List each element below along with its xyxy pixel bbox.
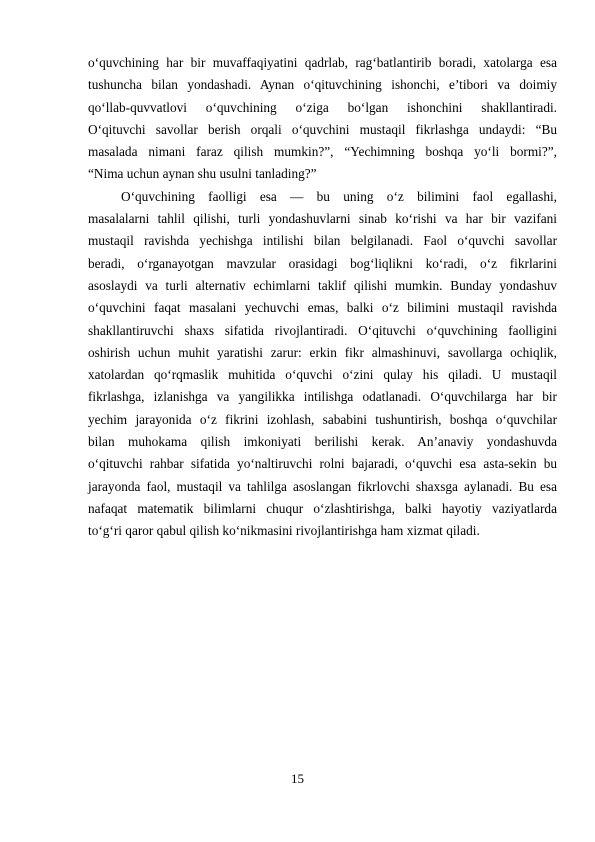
text-line: beradi, o‘rganayotgan mavzular orasidagi bog‘liqlikni ko‘radi, o‘z fikrlarini: [88, 255, 557, 271]
text-line: mustaqil ravishda yechishga intilishi bilan belgilanadi. Faol o‘quvchi savollar: [88, 233, 557, 249]
text-line: nafaqat matematik bilimlarni chuqur o‘zlashtirishga, balki hayotiy vaziyatlarda: [88, 500, 557, 516]
paragraph: [88, 52, 557, 186]
text-line: O‘qituvchi savollar berish orqali o‘quvchini mustaqil fikrlashga undaydi: “Bu: [88, 121, 557, 137]
text-line: jarayonda faol, mustaqil va tahlilga asoslangan fikrlovchi shaxsga aylanadi. Bu esa: [88, 478, 557, 494]
text-line: tushuncha bilan yondashadi. Aynan o‘qituvchining ishonchi, e’tibori va doimiy: [88, 77, 557, 93]
text-line: to‘g‘ri qaror qabul qilish ko‘nikmasini rivojlantirishga ham xizmat qiladi.: [88, 523, 480, 539]
page-number: 15: [291, 771, 304, 786]
text-line: oshirish uchun muhit yaratishi zarur: erkin fikr almashinuvi, savollarga ochiqlik,: [88, 344, 557, 360]
text-line: o‘qituvchi rahbar sifatida yo‘naltiruvchi rolni bajaradi, o‘quvchi esa asta-sekin bu: [88, 456, 557, 472]
text-line: o‘quvchining har bir muvaffaqiyatini qadrlab, rag‘batlantirib boradi, xatolarga esa: [88, 55, 557, 70]
text-line: shakllantiruvchi shaxs sifatida rivojlantiradi. O‘qituvchi o‘quvchining faolligini: [88, 322, 557, 338]
text-line: qo‘llab-quvvatlovi o‘quvchining o‘ziga bo‘lgan ishonchini shakllantiradi.: [88, 99, 557, 115]
body-text: [88, 52, 557, 543]
text-line: masalada nimani faraz qilish mumkin?”, “Yechimning boshqa yo‘li bormi?”,: [88, 144, 557, 160]
text-line: o‘quvchini faqat masalani yechuvchi emas, balki o‘z bilimini mustaqil ravishda: [88, 300, 557, 316]
text-line: “Nima uchun aynan shu usulni tanlading?”: [88, 166, 317, 182]
text-line: masalalarni tahlil qilishi, turli yondashuvlarni sinab ko‘rishi va har bir vazifani: [88, 211, 557, 227]
text-line: xatolardan qo‘rqmaslik muhitida o‘quvchi o‘zini qulay his qiladi. U mustaqil: [88, 367, 557, 383]
text-line: O‘quvchining faolligi esa — bu uning o‘z bilimini faol egallashi,: [121, 188, 557, 204]
text-line: fikrlashga, izlanishga va yangilikka intilishga odatlanadi. O‘quvchilarga har bir: [88, 389, 557, 405]
text-line: yechim jarayonida o‘z fikrini izohlash, sababini tushuntirish, boshqa o‘quvchilar: [88, 411, 557, 427]
paragraph: [88, 186, 557, 543]
text-line: bilan muhokama qilish imkoniyati berilishi kerak. An’anaviy yondashuvda: [88, 434, 557, 450]
text-line: asoslaydi va turli alternativ echimlarni taklif qilishi mumkin. Bunday yondashuv: [88, 277, 557, 293]
